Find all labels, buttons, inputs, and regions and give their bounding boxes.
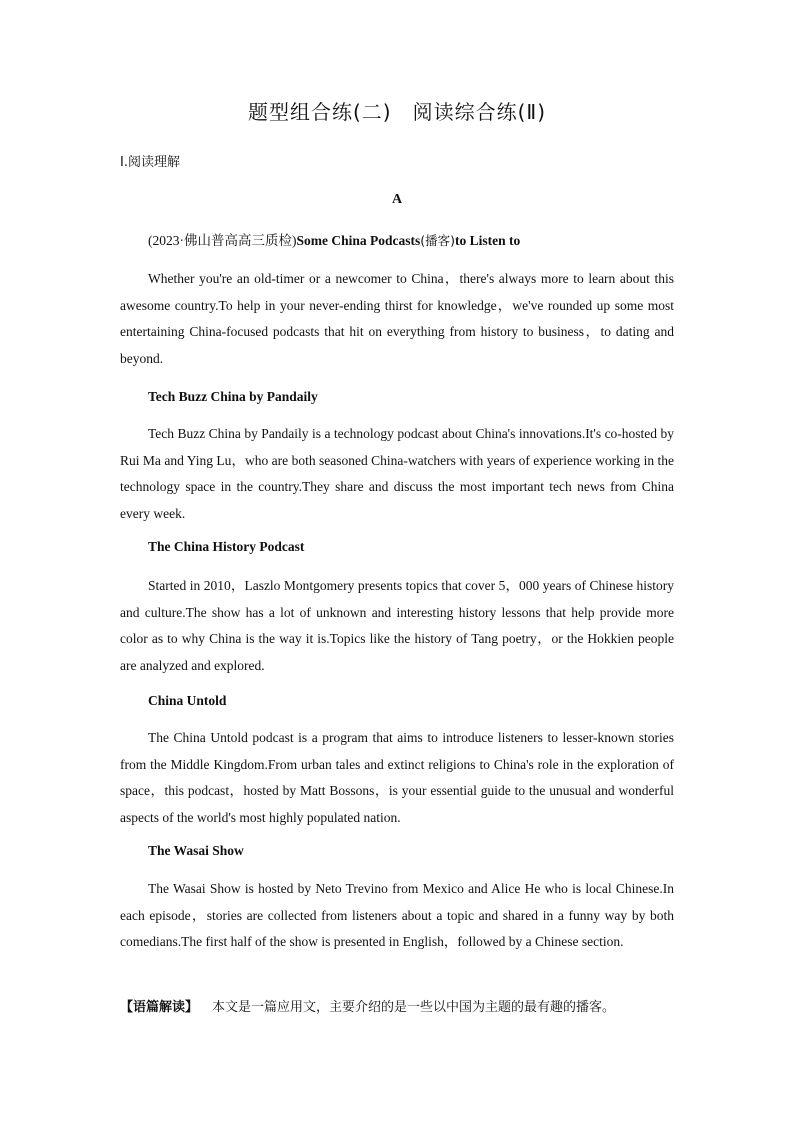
note-tag: 【语篇解读】 [120, 1000, 199, 1015]
podcast-heading: Tech Buzz China by Pandaily [148, 389, 318, 404]
podcast-heading: China Untold [148, 693, 227, 708]
intro-paragraph: Whether you're an old-timer or a newcomer to China，there's always more to learn about this awesome country.To help in your never-ending thirst for knowledge，we've rounded up some most entertaining China-focused podcasts that hit on everything from history to business，to dating and beyond. [120, 271, 674, 366]
note-text: 本文是一篇应用文，主要介绍的是一些以中国为主题的最有趣的播客。 [212, 1000, 616, 1015]
source-headline: Some China Podcasts [296, 233, 421, 248]
source-headline-cn: (播客) [420, 233, 456, 248]
page-title: 题型组合练(二) 阅读综合练(Ⅱ) [247, 100, 547, 124]
podcast-heading: The Wasai Show [148, 843, 244, 858]
source-headline-tail: to Listen to [455, 233, 521, 248]
podcast-description: Tech Buzz China by Pandaily is a technology podcast about China's innovations.It's co-hosted by Rui Ma and Ying Lu，who are both seasoned China-watchers with years of experience working in the technology space in the country.They share and discuss the most important tech news from China every week. [120, 426, 674, 521]
passage-letter: A [391, 192, 403, 207]
podcast-description: The China Untold podcast is a program that aims to introduce listeners to lesser-known stories from the Middle Kingdom.From urban tales and extinct religions to China's role in the exploration of space，this podcast，hosted by Matt Bossons，is your essential guide to the unusual and wonderful aspects of the world's most highly populated nation. [120, 730, 674, 825]
podcast-description: Started in 2010，Laszlo Montgomery presents topics that cover 5，000 years of Chinese history and culture.The show has a lot of unknown and interesting history lessons that help provide more color as to why China is the way it is.Topics like the history of Tang poetry，or the Hokkien people are analyzed and explored. [120, 578, 674, 673]
section-label: Ⅰ.阅读理解 [120, 155, 180, 170]
passage-source [120, 229, 674, 249]
podcast-heading: The China History Podcast [148, 539, 305, 554]
source-prefix: (2023·佛山普高高三质检) [148, 233, 297, 248]
podcast-description: The Wasai Show is hosted by Neto Trevino from Mexico and Alice He who is local Chinese.In each episode，stories are collected from listeners about a topic and shared in a funny way by both comedians.The first half of the show is presented in English，followed by a Chinese section. [120, 881, 674, 949]
passage-analysis-note [120, 996, 680, 1015]
